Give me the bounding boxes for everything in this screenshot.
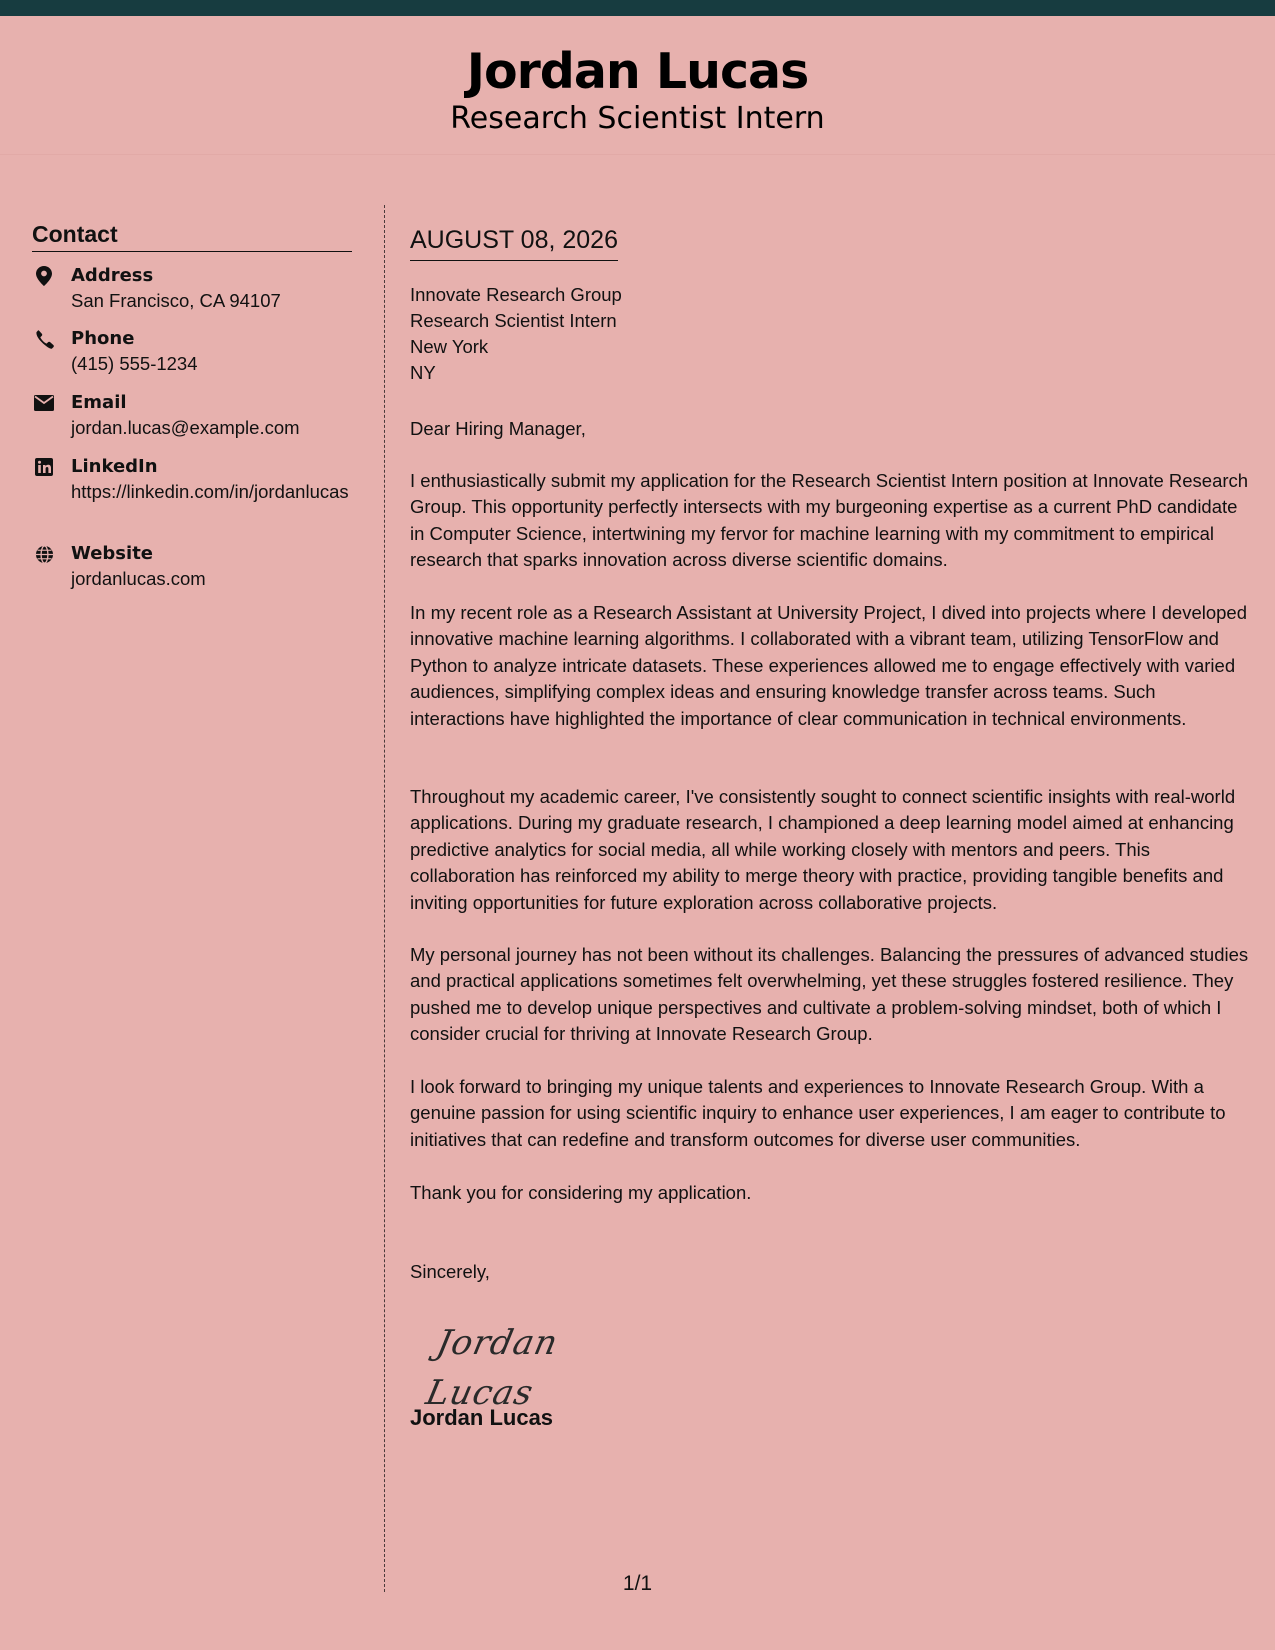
column-divider <box>384 205 385 1592</box>
map-pin-icon <box>34 266 54 286</box>
contact-sidebar <box>32 218 352 589</box>
recipient-line: NY <box>410 362 436 383</box>
body-paragraph: Throughout my academic career, I've consistently sought to connect scientific insights with real-world applications. During my graduate research, I championed a deep learning model aimed at enhancing predictive analytics for social media, all while working closely with mentors and peers. This collaboration has reinforced my ability to merge theory with practice, providing tangible benefits and inviting opportunities for future exploration across collaborative projects. <box>410 786 1236 913</box>
envelope-icon <box>34 393 54 413</box>
handwritten-signature <box>422 1318 652 1413</box>
contact-value: jordanlucas.com <box>71 568 206 589</box>
contact-label: LinkedIn <box>71 456 158 477</box>
top-accent-bar <box>0 0 1275 16</box>
body-paragraph: My personal journey has not been without its challenges. Balancing the pressures of advanced studies and practical applications sometimes felt overwhelming, yet these struggles fostered resilience. They pushed me to develop unique perspectives and cultivate a problem-solving mindset, both of which I consider crucial for thriving at Innovate Research Group. <box>410 944 1249 1045</box>
page-number: 1/1 <box>622 1572 653 1595</box>
letter-date: AUGUST 08, 2026 <box>410 224 618 261</box>
body-paragraph: I enthusiastically submit my application for the Research Scientist Intern position at Innovate Research Group. This opportunity perfectly intersects with my burgeoning expertise as a current PhD candidate in Computer Science, intertwining my fervor for machine learning with my commitment to empirical research that sparks innovation across diverse scientific domains. <box>410 470 1249 571</box>
contact-value: (415) 555-1234 <box>71 353 198 374</box>
applicant-name: Jordan Lucas <box>466 43 809 100</box>
contact-label: Address <box>71 265 154 286</box>
signer-name: Jordan Lucas <box>410 1405 554 1430</box>
applicant-role: Research Scientist Intern <box>450 101 825 136</box>
body-paragraph: I look forward to bringing my unique talents and experiences to Innovate Research Group. With a genuine passion for using scientific inquiry to enhance user experiences, I am eager to contribute to initiatives that can redefine and transform outcomes for diverse user communities. <box>410 1076 1226 1150</box>
contact-value: jordan.lucas@example.com <box>71 417 300 438</box>
contact-value: https://linkedin.com/in/jordanlucas <box>71 481 349 502</box>
contact-label: Email <box>71 392 127 413</box>
contact-label: Website <box>71 543 154 564</box>
thanks-line: Thank you for considering my application. <box>410 1182 752 1203</box>
body-paragraph: In my recent role as a Research Assistant at University Project, I dived into projects where I developed innovative machine learning algorithms. I collaborated with a vibrant team, utilizing TensorFlow and Python to analyze intricate datasets. These experiences allowed me to engage effectively with varied audiences, simplifying complex ideas and ensuring knowledge transfer across teams. Such interactions have highlighted the importance of clear communication in technical environments. <box>410 602 1248 729</box>
contact-heading: Contact <box>32 218 352 252</box>
greeting: Dear Hiring Manager, <box>410 418 586 439</box>
signature-text: Jordan Lucas <box>422 1323 562 1413</box>
recipient-line: New York <box>410 336 489 357</box>
recipient-block <box>410 282 622 386</box>
globe-icon <box>34 544 54 564</box>
recipient-line: Innovate Research Group <box>410 284 622 305</box>
closing-line: Sincerely, <box>410 1261 490 1282</box>
phone-icon <box>34 329 54 349</box>
page-header <box>0 16 1275 155</box>
contact-value: San Francisco, CA 94107 <box>71 290 281 311</box>
contact-label: Phone <box>71 328 135 349</box>
linkedin-icon <box>34 457 54 477</box>
recipient-line: Research Scientist Intern <box>410 310 617 331</box>
